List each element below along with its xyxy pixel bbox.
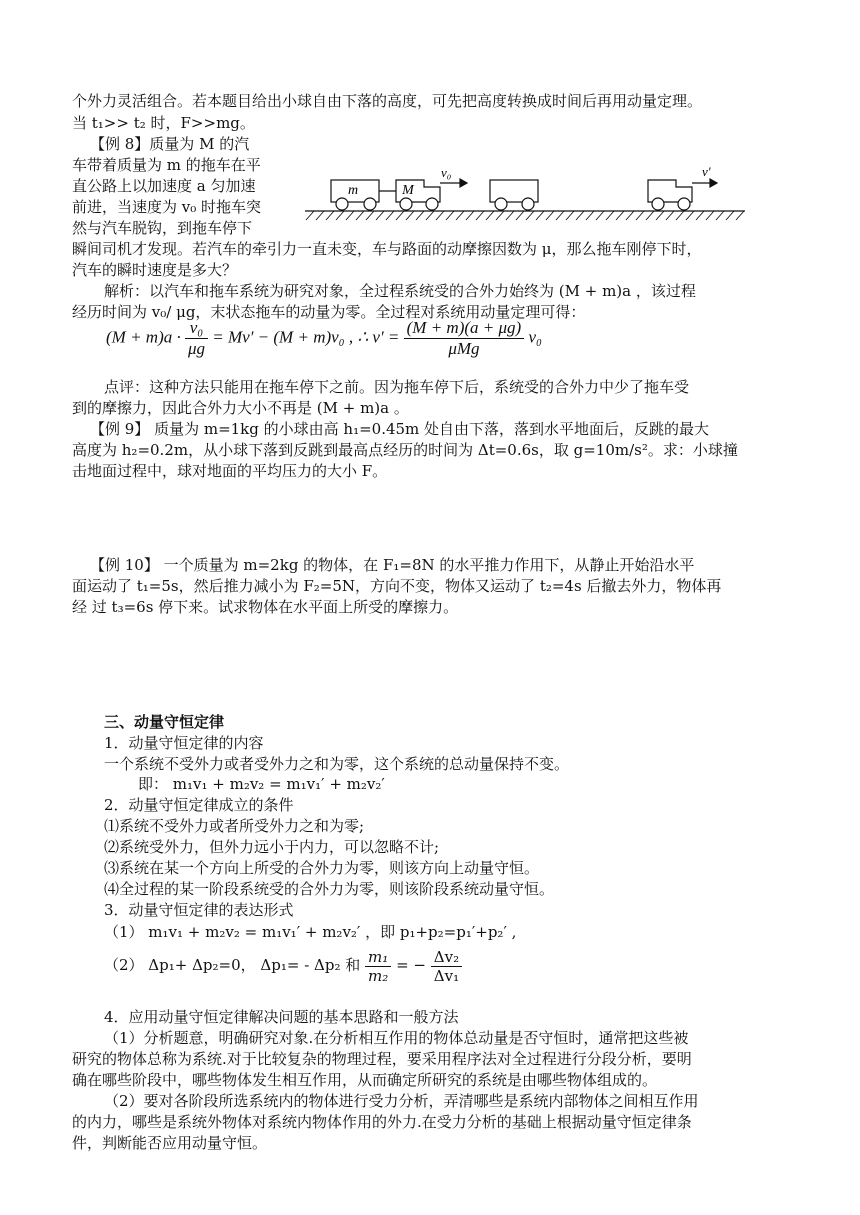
intro-line-1: 个外力灵活组合。若本题目给出小球自由下落的高度，可先把高度转换成时间后再用动量定理。 — [72, 92, 703, 110]
example10-line-2: 面运动了 t₁=5s，然后推力减小为 F₂=5N，方向不变，物体又运动了 t₂=4s 后撤去外力，物体再 — [72, 577, 722, 595]
example8-line-1: 【例 8】质量为 M 的汽 — [90, 135, 250, 153]
s4-title: 4．应用动量守恒定律解决问题的基本思路和一般方法 — [104, 1008, 459, 1026]
label-M: M — [402, 183, 414, 198]
ground-hatch — [306, 211, 744, 220]
example8-analysis-1: 解析：以汽车和拖车系统为研究对象，全过程系统受的合外力始终为 (M + m)a ，该过程 — [104, 282, 696, 300]
intro-line-2: 当 t₁>> t₂ 时，F>>mg。 — [72, 114, 255, 132]
example8-comment-2: 到的摩擦力，因此合外力大小不再是 (M + m)a 。 — [72, 399, 409, 417]
s2-item-3: ⑶系统在某一个方向上所受的合外力为零，则该方向上动量守恒。 — [104, 859, 540, 877]
s2-item-4: ⑷全过程的某一阶段系统受的合外力为零，则该阶段系统动量守恒。 — [104, 880, 555, 898]
s4-p1-line-3: 确在哪些阶段中，哪些物体发生相互作用，从而确定所研究的系统是由哪些物体组成的。 — [72, 1071, 658, 1089]
example9-line-2: 高度为 h₂=0.2m，从小球下落到反跳到最高点经历的时间为 Δt=0.6s，取 g=10m/s²。求：小球撞 — [72, 441, 738, 459]
s4-p2-line-1: （2）要对各阶段所选系统内的物体进行受力分析，弄清哪些是系统内部物体之间相互作用 — [104, 1092, 699, 1110]
s1-equation: 即： m₁v₁ + m₂v₂ = m₁v₁′ + m₂v₂′ — [138, 775, 385, 793]
eq-left: (M + m)a · — [106, 327, 181, 347]
s2-title: 2．动量守恒定律成立的条件 — [104, 796, 294, 814]
s4-p1-line-2: 研究的物体总称为系统.对于比较复杂的物理过程，要采用程序法对全过程进行分段分析，要明 — [72, 1050, 692, 1068]
label-v-prime: v′ — [702, 164, 711, 179]
s4-p1-line-1: （1）分析题意，明确研究对象.在分析相互作用的物体总动量是否守恒时，通常把这些被 — [104, 1029, 689, 1047]
s2-item-2: ⑵系统受外力，但外力远小于内力，可以忽略不计; — [104, 838, 440, 856]
eq-right: v₀ — [528, 327, 542, 347]
example10-line-3: 经 过 t₃=6s 停下来。试求物体在水平面上所受的摩擦力。 — [72, 598, 459, 616]
example8-line-7: 汽车的瞬时速度是多大？ — [72, 261, 238, 279]
label-m: m — [347, 183, 359, 198]
car-diagram — [300, 158, 750, 230]
example8-equation — [106, 318, 542, 359]
label-v0: v₀ — [441, 165, 452, 180]
s3-eq2-text: （2） Δp₁+ Δp₂=0， Δp₁= - Δp₂ 和 — [104, 956, 361, 974]
s3-equation-1: （1） m₁v₁ + m₂v₂ = m₁v₁′ + m₂v₂′ ，即 p₁+p₂=p₁′+p₂′ , — [104, 923, 517, 941]
v-prime-arrow — [692, 179, 717, 187]
example8-line-4: 前进，当速度为 v₀ 时拖车突 — [72, 198, 262, 216]
s1-title: 1．动量守恒定律的内容 — [104, 734, 264, 752]
eq-frac-2: $\frac{(M + m)(a + \mu g)}{\text{μMg}}$ — [404, 318, 525, 359]
s1-text: 一个系统不受外力或者受外力之和为零，这个系统的总动量保持不变。 — [104, 755, 570, 773]
example8-line-6: 瞬间司机才发现。若汽车的牵引力一直未变，车与路面的动摩擦因数为 μ，那么拖车刚停下时， — [72, 240, 702, 258]
example9-line-1: 【例 9】 质量为 m=1kg 的小球由高 h₁=0.45m 处自由下落，落到水平地面后，反跳的最大 — [90, 420, 710, 438]
example8-analysis-2: 经历时间为 v₀/ μg，末状态拖车的动量为零。全过程对系统用动量定理可得： — [72, 303, 586, 321]
example8-line-3: 直公路上以加速度 a 匀加速 — [72, 177, 256, 195]
section3-title: 三、动量守恒定律 — [104, 713, 225, 731]
example8-line-2: 车带着质量为 m 的拖车在平 — [72, 156, 261, 174]
example8-line-5: 然与汽车脱钩，到拖车停下 — [72, 219, 253, 237]
s3-equation-2 — [104, 946, 462, 985]
s4-p2-line-3: 件，判断能否应用动量守恒。 — [72, 1134, 268, 1152]
eq-mid: = Mv′ − (M + m)v₀ , ∴ v′ = — [212, 327, 400, 347]
s3-frac-m: $\frac{\text{m₁}}{\text{m₂}}$ — [365, 948, 391, 985]
s4-p2-line-2: 的内力，哪些是系统外物体对系统内物体作用的外力.在受力分析的基础上根据动量守恒定律条 — [72, 1113, 692, 1131]
example10-line-1: 【例 10】 一个质量为 m=2kg 的物体，在 F₁=8N 的水平推力作用下，从静止开始沿水平 — [90, 556, 695, 574]
stopped-trailer — [490, 180, 538, 210]
s3-title: 3．动量守恒定律的表达形式 — [104, 901, 294, 919]
car-later — [648, 180, 692, 210]
s3-eq2-mid: = − — [396, 956, 426, 974]
example9-line-3: 击地面过程中，球对地面的平均压力的大小 F。 — [72, 462, 388, 480]
v0-arrow — [440, 179, 467, 187]
s2-item-1: ⑴系统不受外力或者所受外力之和为零; — [104, 817, 365, 835]
s3-frac-v: $\frac{\text{Δv₂}}{\text{Δv₁}}$ — [431, 948, 462, 985]
eq-frac-1: $\frac{\text{v₀}}{\mu g}$ — [185, 318, 208, 359]
example8-comment-1: 点评：这种方法只能用在拖车停下之前。因为拖车停下后，系统受的合外力中少了拖车受 — [104, 378, 690, 396]
